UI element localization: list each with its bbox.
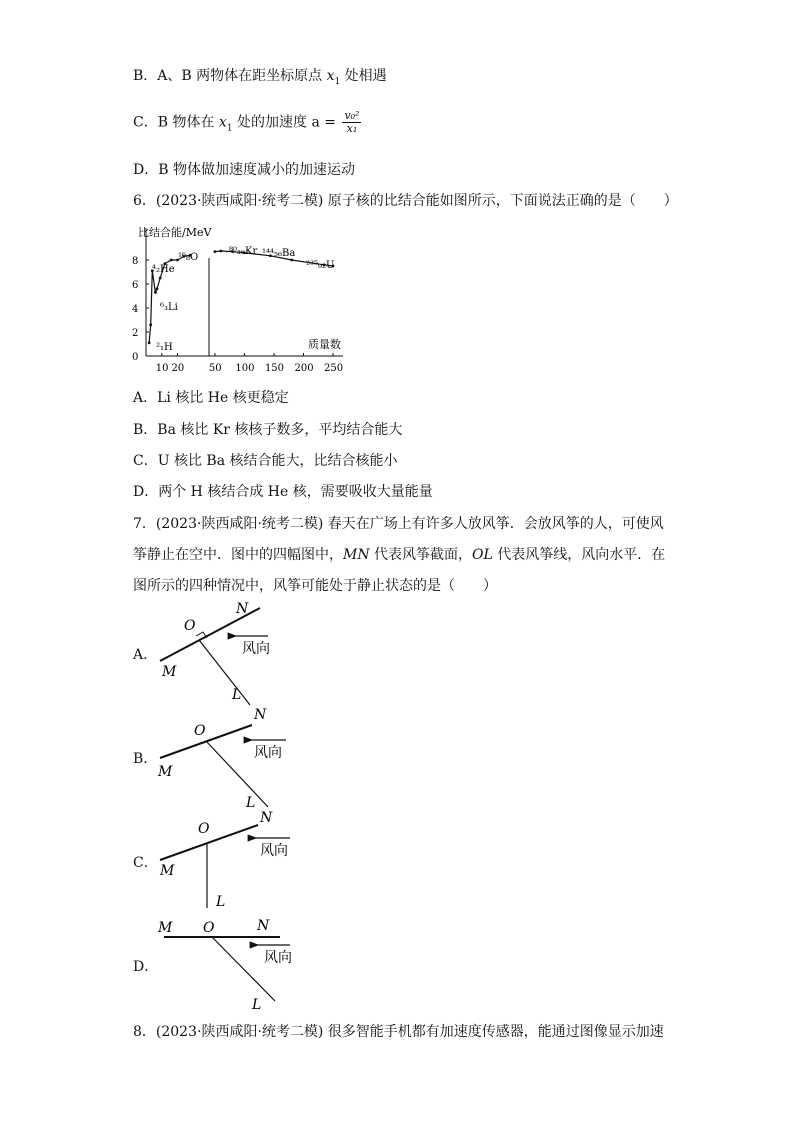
q7-stem-1 bbox=[133, 514, 664, 534]
chart-x-tick-label: 50 bbox=[208, 363, 222, 374]
kite-b-n: N bbox=[254, 707, 267, 723]
q7-stem-2-pre: 筝静止在空中．图中的四幅图中， bbox=[133, 547, 343, 563]
q5-option-c-text: C．B 物体在 bbox=[133, 114, 219, 131]
q6-option-b-text: B．Ba 核比 Kr 核核子数多，平均结合能大 bbox=[133, 422, 403, 438]
q7-option-c-label: C． bbox=[133, 855, 158, 871]
chart-x-tick-label: 10 bbox=[155, 363, 169, 374]
kite-b-l: L bbox=[246, 795, 256, 811]
chart-point bbox=[219, 250, 222, 253]
chart-xlabel: 质量数 bbox=[308, 338, 341, 351]
q5-option-c-fraction bbox=[342, 110, 361, 135]
kite-d-wind: 风向 bbox=[264, 950, 292, 966]
q5-option-b-sub: 1 bbox=[334, 76, 341, 87]
binding-energy-chart bbox=[128, 218, 358, 378]
q7-stem-3-text: 图所示的四种情况中，风筝可能处于静止状态的是（ ） bbox=[133, 578, 497, 594]
chart-x-tick-label: 20 bbox=[171, 363, 185, 374]
chart-point bbox=[156, 287, 159, 290]
kite-diagram-d bbox=[157, 918, 292, 1013]
chart-y-tick-label: 0 bbox=[132, 352, 139, 363]
kite-diagrams bbox=[140, 595, 340, 1025]
q5-option-c-numerator: v₀² bbox=[344, 109, 360, 122]
q5-option-d-text: D．B 物体做加速度减小的加速运动 bbox=[133, 162, 355, 178]
kite-c-m: M bbox=[160, 863, 175, 879]
kite-c-n: N bbox=[260, 810, 273, 826]
chart-point bbox=[154, 291, 157, 294]
kite-c-wind: 风向 bbox=[260, 843, 288, 859]
q8-stem-text: 8．(2023·陕西咸阳·统考二模) 很多智能手机都有加速度传感器，能通过图像显示加速 bbox=[133, 1024, 664, 1040]
q5-option-b-tail: 处相遇 bbox=[340, 68, 387, 84]
q6-option-c-text: C．U 核比 Ba 核结合能大，比结合核能小 bbox=[133, 453, 398, 469]
q5-option-c-mid: 处的加速度 a = bbox=[232, 114, 341, 131]
kite-d-o: O bbox=[203, 920, 215, 936]
q7-stem-2-mid: 代表风筝截面， bbox=[369, 547, 473, 563]
q5-option-b-var: x bbox=[326, 68, 335, 84]
kite-d-ol bbox=[212, 937, 275, 1001]
kite-b-wind: 风向 bbox=[254, 745, 282, 761]
kite-d-l: L bbox=[252, 997, 262, 1013]
kite-a-o: O bbox=[184, 618, 196, 634]
annotation-o: ¹⁶₈O bbox=[178, 252, 199, 263]
annotation-u: ²³⁵₉₂U bbox=[306, 260, 335, 271]
kite-diagram-c bbox=[159, 810, 290, 910]
q7-stem-2-tail: 代表风筝线，风向水平．在 bbox=[492, 547, 666, 563]
kite-a-l: L bbox=[232, 687, 242, 703]
q5-option-d bbox=[133, 160, 355, 180]
q5-option-c-var: x bbox=[218, 114, 227, 131]
chart-x-tick-label: 150 bbox=[264, 363, 285, 374]
kite-c-o: O bbox=[198, 821, 210, 837]
q5-option-c-denominator: x₁ bbox=[346, 122, 358, 135]
kite-a-m: M bbox=[162, 664, 177, 680]
q6-option-a-text: A．Li 核比 He 核更稳定 bbox=[133, 390, 289, 406]
q6-option-c bbox=[133, 451, 398, 471]
chart-point bbox=[290, 259, 293, 262]
kite-diagram-b bbox=[157, 707, 286, 811]
q5-option-b-text: B．A、B 两物体在距坐标原点 bbox=[133, 68, 327, 84]
q6-option-d-text: D．两个 H 核结合成 He 核，需要吸收大量能量 bbox=[133, 484, 433, 500]
q7-option-a-label: A． bbox=[133, 647, 158, 663]
q7-stem-1-text: 7．(2023·陕西咸阳·统考二模) 春天在广场上有许多人放风筝．会放风筝的人，可使风 bbox=[133, 516, 664, 532]
annotation-ba: ¹⁴⁴₅₆Ba bbox=[262, 248, 296, 259]
kite-diagram-a bbox=[160, 601, 270, 705]
chart-y-tick-label: 4 bbox=[132, 304, 139, 315]
q7-option-b-label: B． bbox=[133, 751, 158, 767]
q6-stem-text: 6．(2023·陕西咸阳·统考二模) 原子核的比结合能如图所示，下面说法正确的是（ ） bbox=[133, 193, 678, 209]
q5-option-c-sub: 1 bbox=[226, 123, 233, 134]
chart-point bbox=[149, 323, 152, 326]
annotation-li: ⁶₃Li bbox=[160, 302, 178, 313]
chart-x-tick-label: 250 bbox=[324, 363, 344, 374]
q6-stem bbox=[133, 191, 678, 211]
kite-d-m: M bbox=[158, 920, 173, 936]
annotation-h: ²₁H bbox=[156, 342, 173, 353]
chart-point bbox=[214, 250, 217, 253]
q6-option-b bbox=[133, 420, 402, 440]
kite-b-m: M bbox=[158, 764, 173, 780]
chart-x-tick-label: 200 bbox=[294, 363, 314, 374]
q6-option-a bbox=[133, 388, 289, 408]
q8-stem bbox=[133, 1022, 664, 1042]
chart-x-tick-label: 100 bbox=[235, 363, 255, 374]
kite-b-o: O bbox=[194, 723, 206, 739]
q7-stem-2 bbox=[133, 545, 665, 565]
q7-stem-2-mn: MN bbox=[343, 547, 370, 563]
q5-option-c bbox=[133, 110, 361, 138]
chart-point bbox=[159, 277, 162, 280]
kite-d-n: N bbox=[257, 918, 270, 934]
annotation-kr: ⁸⁰₃₆Kr bbox=[229, 246, 258, 257]
kite-c-l: L bbox=[216, 894, 226, 910]
chart-point bbox=[170, 259, 173, 262]
chart-point bbox=[148, 341, 151, 344]
annotation-he: ⁴₂He bbox=[152, 264, 175, 275]
q7-option-d-label: D． bbox=[133, 959, 159, 975]
kite-a-n: N bbox=[236, 601, 249, 617]
q7-stem-2-ol: OL bbox=[472, 547, 493, 563]
chart-y-tick-label: 6 bbox=[132, 280, 139, 291]
q6-option-d bbox=[133, 482, 433, 502]
q5-option-b bbox=[133, 66, 387, 92]
chart-y-tick-label: 2 bbox=[132, 328, 139, 339]
kite-a-wind: 风向 bbox=[242, 641, 270, 657]
chart-y-tick-label: 8 bbox=[132, 256, 139, 267]
chart-ylabel: 比结合能/MeV bbox=[138, 226, 212, 239]
q7-stem-3 bbox=[133, 576, 497, 596]
